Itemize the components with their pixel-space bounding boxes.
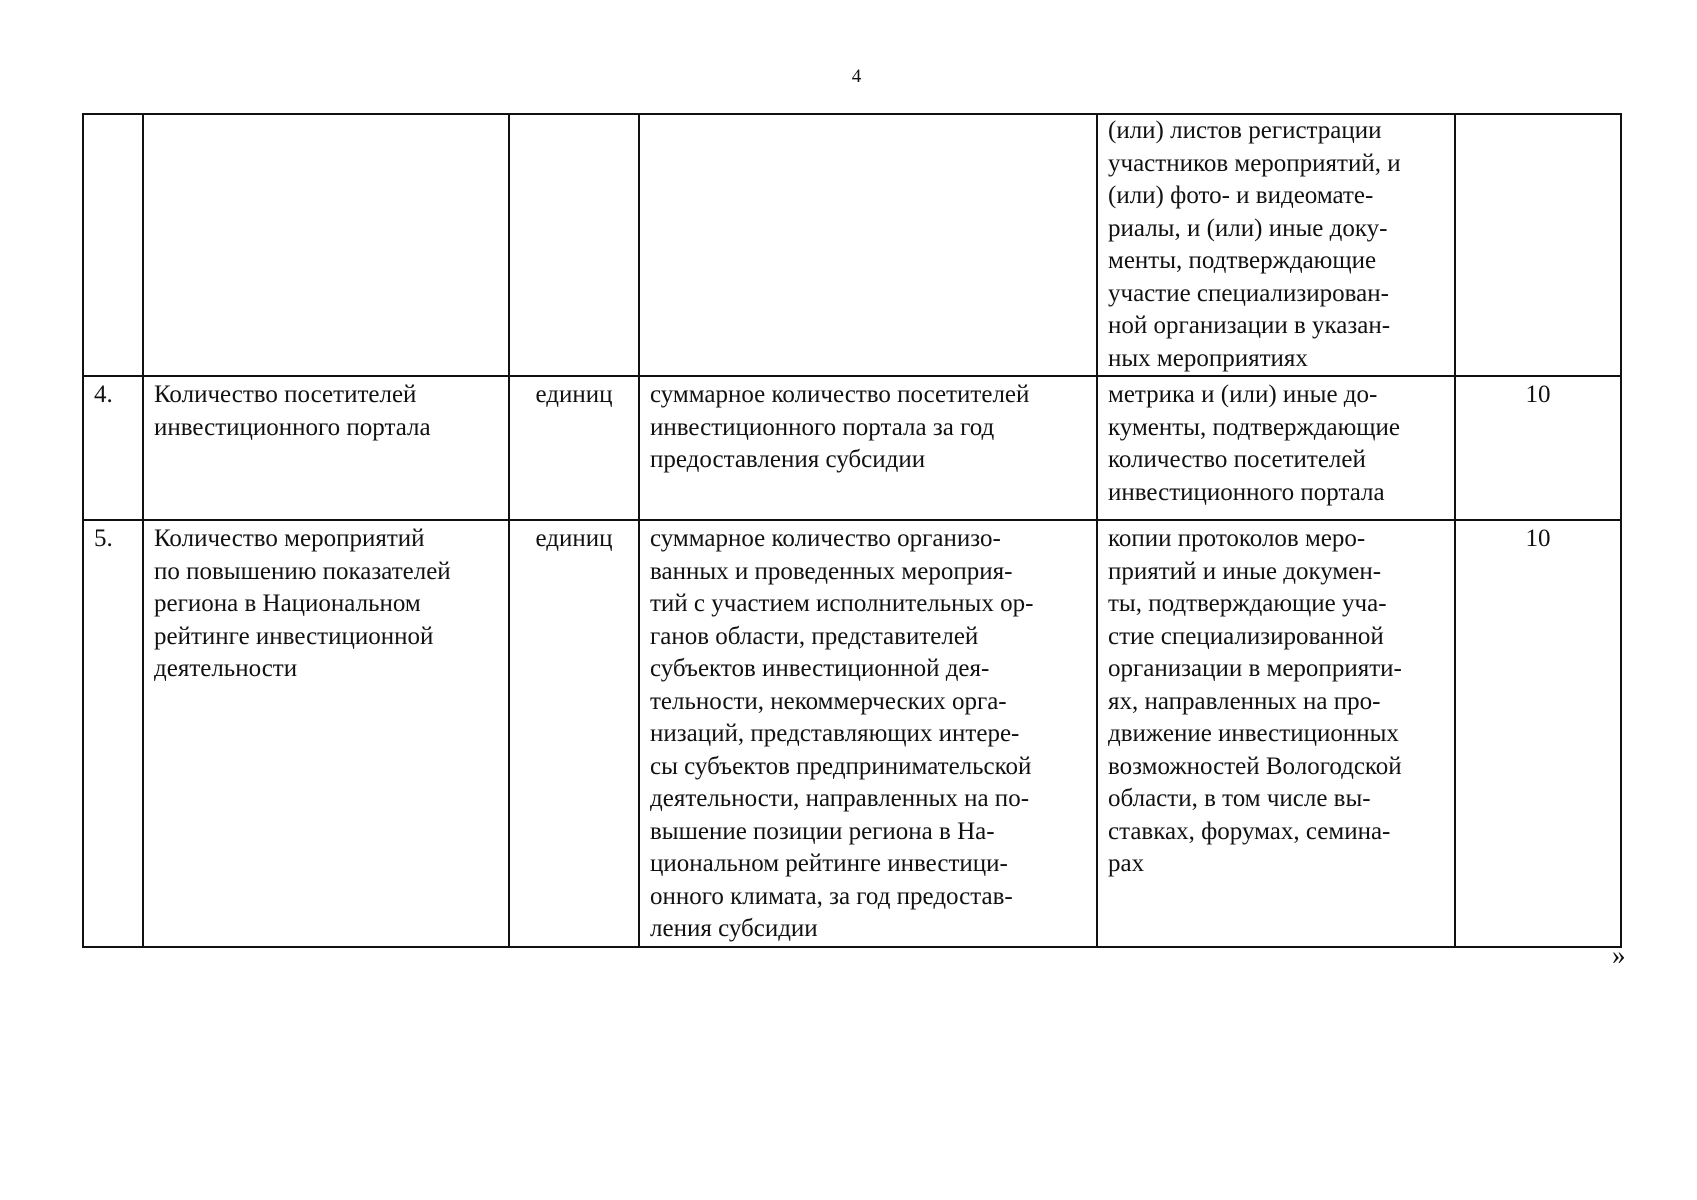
documents-line: копии протоколов меро-	[1108, 525, 1366, 552]
method-line: инвестиционного портала за год	[650, 413, 995, 441]
indicator-name-line: по повышению показателей	[154, 557, 451, 585]
confirming-documents-cell	[1097, 114, 1455, 376]
indicator-name-cell	[143, 520, 509, 947]
calculation-method-cell	[639, 520, 1097, 947]
method-line: суммарное количество посетителей	[650, 381, 1030, 408]
unit-cell	[509, 376, 639, 520]
documents-line: рах	[1108, 850, 1145, 877]
confirming-documents-cell	[1097, 520, 1455, 947]
method-line: ганов области, представителей	[650, 622, 979, 650]
target-value: 10	[1525, 381, 1551, 408]
documents-line: количество посетителей	[1108, 446, 1366, 473]
indicator-name-line: деятельности	[154, 655, 298, 682]
documents-line: приятий и иные докумен-	[1108, 557, 1382, 585]
unit-cell	[509, 520, 639, 947]
documents-line: риалы, и (или) иные доку-	[1108, 214, 1388, 242]
method-line: ванных и проведенных мероприя-	[650, 557, 1013, 585]
indicator-name-line: Количество мероприятий	[154, 525, 425, 552]
documents-line: участие специализирован-	[1108, 279, 1389, 307]
indicator-name-cell	[143, 376, 509, 520]
method-line: онного климата, за год предостав-	[650, 882, 1013, 910]
unit-cell	[509, 114, 639, 376]
method-line: низаций, представляющих интере-	[650, 720, 1020, 747]
row-number: 5.	[94, 525, 113, 552]
calculation-method-cell	[639, 114, 1097, 376]
method-line: ления субсидии	[650, 915, 818, 942]
documents-line: организации в мероприяти-	[1108, 655, 1402, 682]
method-line: субъектов инвестиционной дея-	[650, 655, 990, 682]
method-line: тельности, некоммерческих орга-	[650, 687, 1007, 715]
documents-line: стие специализированной	[1108, 622, 1384, 650]
documents-line: кументы, подтверждающие	[1108, 413, 1401, 441]
page-number: 4	[851, 66, 862, 87]
indicator-name-line: рейтинге инвестиционной	[154, 622, 434, 650]
method-line: тий с участием исполнительных ор-	[650, 590, 1034, 617]
documents-line: ты, подтверждающие уча-	[1108, 590, 1387, 617]
documents-line: метрика и (или) иные до-	[1108, 381, 1378, 408]
target-value-cell	[1455, 114, 1621, 376]
table-row	[83, 114, 1621, 376]
documents-line: ях, направленных на про-	[1108, 687, 1381, 715]
documents-line: инвестиционного портала	[1108, 478, 1385, 506]
documents-line: области, в том числе вы-	[1108, 785, 1371, 812]
method-line: циональном рейтинге инвестици-	[650, 850, 1008, 877]
target-value-cell	[1455, 376, 1621, 520]
documents-line: движение инвестиционных	[1108, 720, 1399, 747]
documents-line: ной организации в указан-	[1108, 312, 1391, 339]
table-row	[83, 376, 1621, 520]
documents-line: (или) фото- и видеомате-	[1108, 182, 1374, 209]
documents-line: участников мероприятий, и	[1108, 149, 1401, 177]
unit-text: единиц	[535, 525, 613, 552]
confirming-documents-cell	[1097, 376, 1455, 520]
indicator-name-line: Количество посетителей	[154, 381, 417, 408]
documents-line: (или) листов регистрации	[1108, 117, 1382, 144]
row-number: 4.	[94, 381, 113, 408]
calculation-method-cell	[639, 376, 1097, 520]
method-line: вышение позиции региона в На-	[650, 817, 995, 845]
method-line: предоставления субсидии	[650, 446, 926, 473]
row-number-cell	[83, 376, 143, 520]
documents-line: возможностей Вологодской	[1108, 752, 1402, 780]
target-value: 10	[1525, 525, 1551, 552]
table-row	[83, 520, 1621, 947]
row-number-cell	[83, 520, 143, 947]
documents-line: ных мероприятиях	[1108, 344, 1308, 372]
documents-line: менты, подтверждающие	[1108, 247, 1377, 274]
indicator-name-line: региона в Национальном	[154, 590, 421, 617]
closing-quote-mark: »	[1612, 940, 1626, 970]
indicators-table	[82, 113, 1622, 948]
indicator-name-cell	[143, 114, 509, 376]
target-value-cell	[1455, 520, 1621, 947]
documents-line: ставках, форумах, семина-	[1108, 817, 1391, 845]
indicator-name-line: инвестиционного портала	[154, 413, 431, 441]
unit-text: единиц	[535, 381, 613, 408]
row-number-cell	[83, 114, 143, 376]
method-line: сы субъектов предпринимательской	[650, 752, 1032, 780]
method-line: суммарное количество организо-	[650, 525, 1001, 552]
method-line: деятельности, направленных на по-	[650, 785, 1030, 812]
